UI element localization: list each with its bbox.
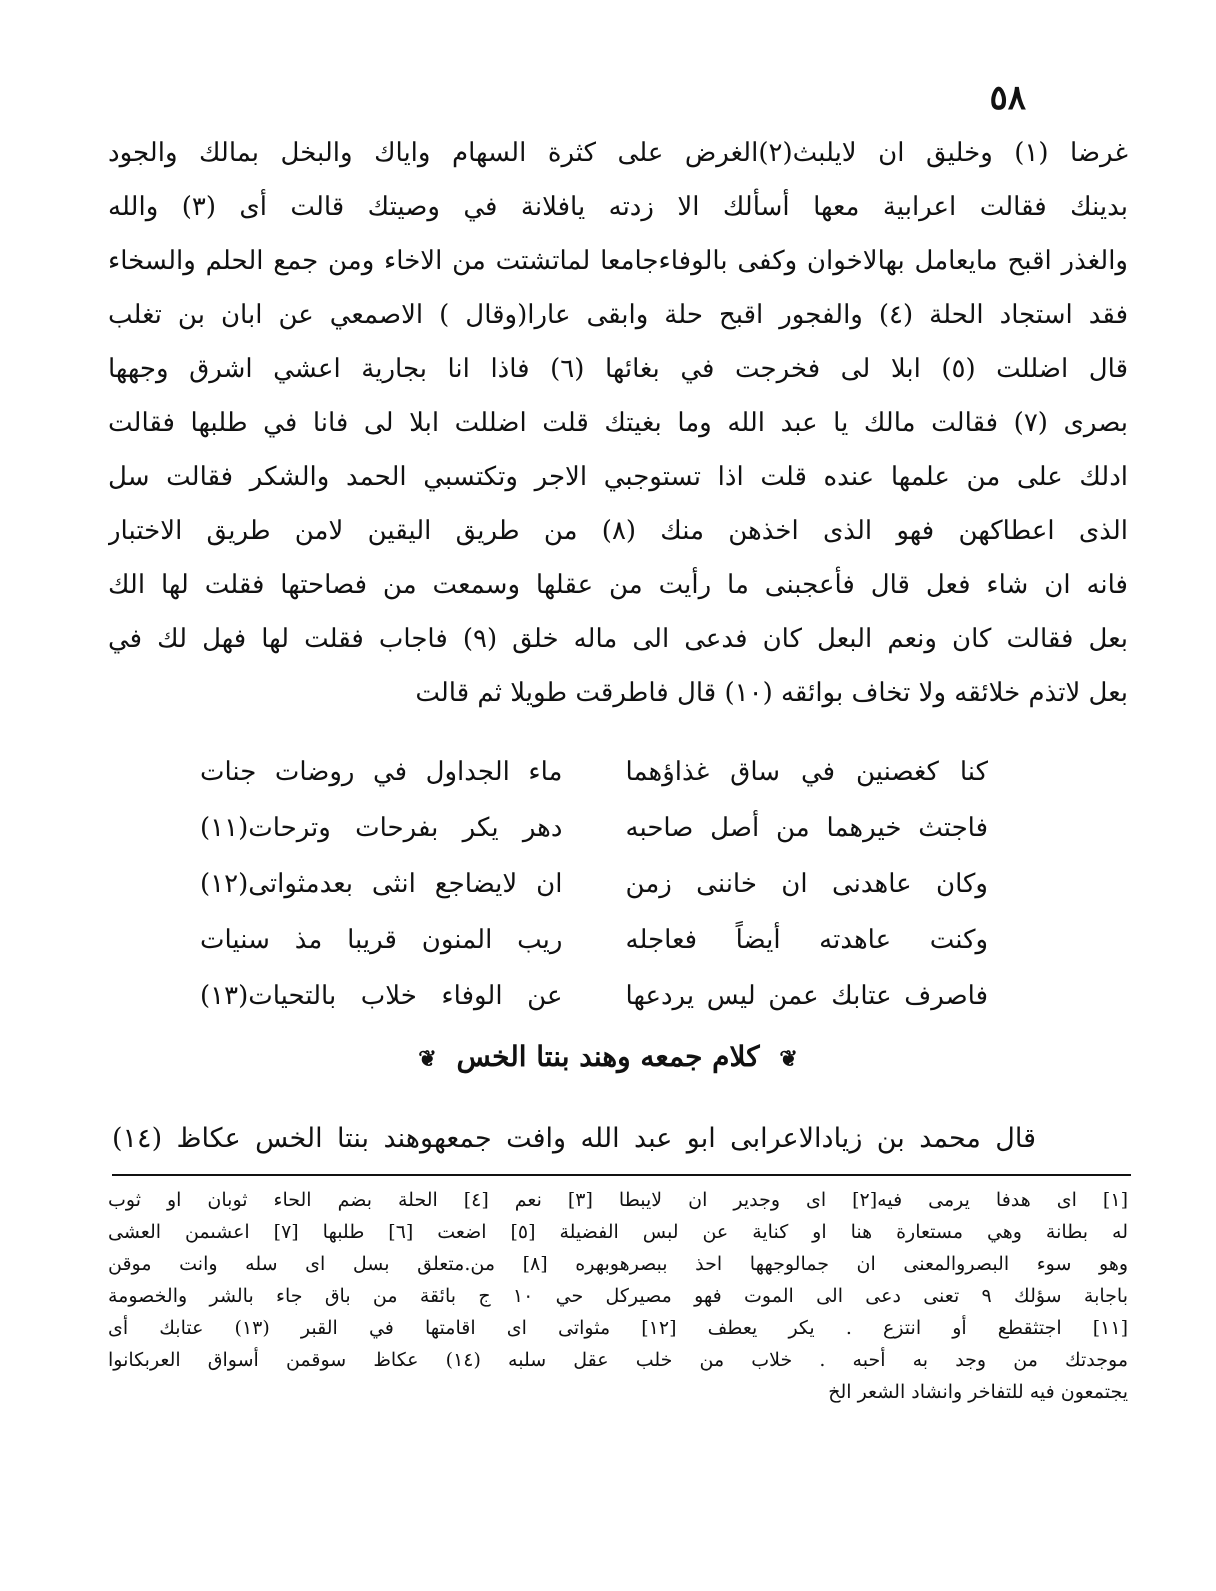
page-number: ٥٨ bbox=[989, 78, 1026, 118]
body-line: بدينك فقالت اعرابية معها أسألك الا زدته يافلانة في وصيتك قالت أى (٣) والله bbox=[108, 192, 1128, 222]
poem-first-hemistich: كنا كغصنين في ساق غذاؤهما bbox=[625, 757, 988, 787]
poem-first-hemistich: فاصرف عتابك عمن ليس يردعها bbox=[625, 981, 988, 1011]
poem-verse bbox=[200, 912, 988, 968]
body-text bbox=[108, 126, 1128, 720]
poem-verse bbox=[200, 856, 988, 912]
body-line: والغذر اقبح مايعامل بهالاخوان وكفى بالوفاءجامعا لماتشتت من الاخاء ومن جمع الحلم والسخاء bbox=[108, 246, 1128, 276]
footnote-line: له بطانة وهي مستعارة هنا او كناية عن لبس الفضيلة [٥] اضعت [٦] طلبها [٧] اعشىمن العشى bbox=[108, 1221, 1128, 1243]
body-line: فقد استجاد الحلة (٤) والفجور اقبح حلة وابقى عارا(وقال ) الاصمعي عن ابان بن تغلب bbox=[108, 300, 1128, 330]
poem bbox=[200, 744, 988, 1024]
section-heading bbox=[0, 1040, 1216, 1073]
poem-second-hemistich: ان لايضاجع انثى بعدمثواتى(١٢) bbox=[200, 869, 563, 899]
body-line: غرضا (١) وخليق ان لايلبث(٢)الغرض على كثرة السهام واياك والبخل بمالك والجود bbox=[108, 138, 1128, 168]
footnote-line: يجتمعون فيه للتفاخر وانشاد الشعر الخ bbox=[828, 1381, 1128, 1403]
body-line: فانه ان شاء فعل قال فأعجبنى ما رأيت من عقلها وسمعت من فصاحتها فقلت لها الك bbox=[108, 570, 1128, 600]
body-line: ادلك على من علمها عنده قلت اذا تستوجبي الاجر وتكتسبي الحمد والشكر فقالت سل bbox=[108, 462, 1128, 492]
footnote-line: [١] اى هدفا يرمى فيه[٢] اى وجدير ان لايبطا [٣] نعم [٤] الحلة بضم الحاء ثوبان او ثوب bbox=[108, 1189, 1128, 1211]
body-line: بعل فقالت كان ونعم البعل كان فدعى الى ماله خلق (٩) فاجاب فقلت لها فهل لك في bbox=[108, 624, 1128, 654]
poem-verse bbox=[200, 968, 988, 1024]
section-title-text: كلام جمعه وهند بنتا الخس bbox=[456, 1040, 760, 1073]
footnotes bbox=[108, 1184, 1128, 1408]
poem-verse bbox=[200, 800, 988, 856]
body-line: الذى اعطاكهن فهو الذى اخذهن منك (٨) من طريق اليقين لامن طريق الاختبار bbox=[108, 516, 1128, 546]
ornament-icon: ❦ bbox=[418, 1045, 437, 1072]
footnote-divider bbox=[112, 1174, 1131, 1176]
poem-second-hemistich: ريب المنون قريبا مذ سنيات bbox=[200, 925, 563, 955]
poem-second-hemistich: عن الوفاء خلاب بالتحيات(١٣) bbox=[200, 981, 563, 1011]
footnote-line: وهو سوء البصروالمعنى ان جمالوجهها احذ ببصرهوبهره [٨] من.متعلق بسل اى سله وانت موقن bbox=[108, 1253, 1128, 1275]
footnote-line: [١١] اجتثقطع أو انتزع . يكر يعطف [١٢] مثواتى اى اقامتها في القبر (١٣) عتابك أى bbox=[108, 1317, 1128, 1339]
footnote-line: موجدتك من وجد به أحبه . خلاب من خلب عقل سلبه (١٤) عكاظ سوقمن أسواق العربكانوا bbox=[108, 1349, 1128, 1371]
poem-verse bbox=[200, 744, 988, 800]
body-line: قال اضللت (٥) ابلا لى فخرجت في بغائها (٦) فاذا انا بجارية اعشي اشرق وجهها bbox=[108, 354, 1128, 384]
ornament-icon: ❦ bbox=[779, 1045, 798, 1072]
poem-second-hemistich: دهر يكر بفرحات وترحات(١١) bbox=[200, 813, 563, 843]
poem-first-hemistich: وكنت عاهدته أيضاً فعاجله bbox=[625, 925, 988, 955]
footnote-line: باجابة سؤلك ٩ تعنى دعى الى الموت فهو مصيركل حي ١٠ ج بائقة من باق جاء بالشر والخصومة bbox=[108, 1285, 1128, 1307]
body-line: بصرى (٧) فقالت مالك يا عبد الله وما بغيتك قلت اضللت ابلا لى فانا في طلبها فقالت bbox=[108, 408, 1128, 438]
body-line: بعل لاتذم خلائقه ولا تخاف بوائقه (١٠) قال فاطرقت طويلا ثم قالت bbox=[415, 678, 1128, 708]
poem-second-hemistich: ماء الجداول في روضات جنات bbox=[200, 757, 563, 787]
section-opening-line: قال محمد بن زيادالاعرابى ابو عبد الله وافت جمعهوهند بنتا الخس عكاظ (١٤) bbox=[112, 1123, 1036, 1154]
poem-first-hemistich: وكان عاهدنى ان خاننى زمن bbox=[625, 869, 988, 899]
poem-first-hemistich: فاجتث خيرهما من أصل صاحبه bbox=[625, 813, 988, 843]
